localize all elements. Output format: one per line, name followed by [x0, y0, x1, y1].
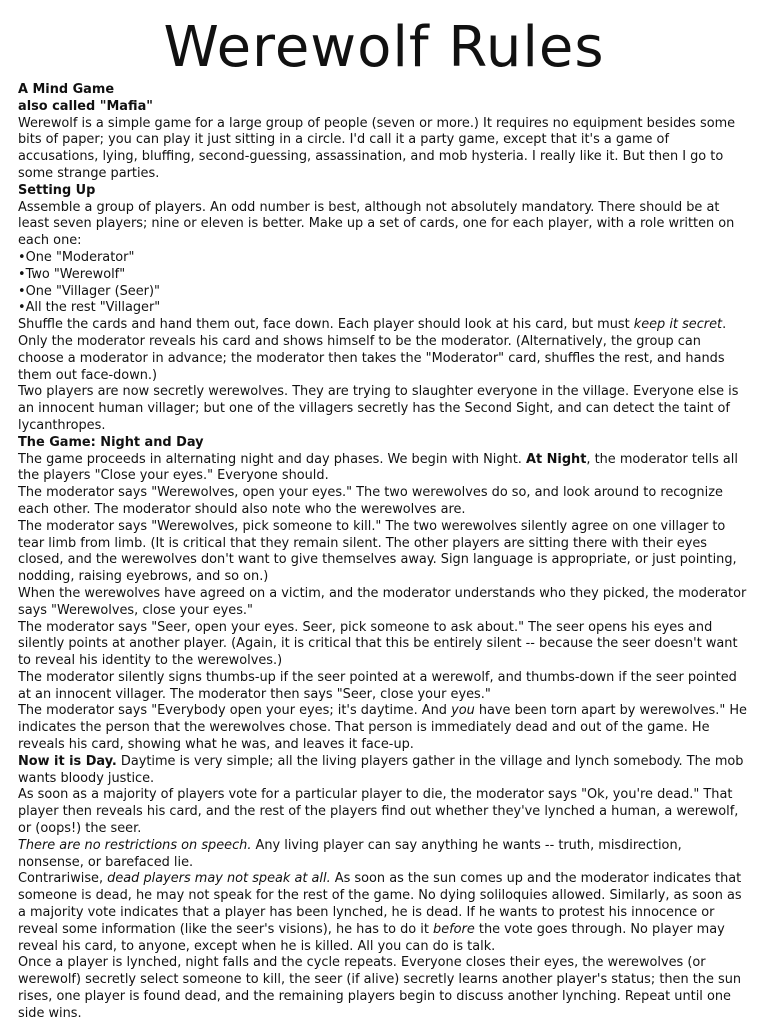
shuffle-paragraph — [18, 317, 750, 384]
shuffle-text: Shuffle the cards and hand them out, face down. Each player should look at his card, but must — [18, 317, 634, 333]
intro-paragraph: Werewolf is a simple game for a large group of people (seven or more.) It requires no equipment besides some bits of paper; you can play it just sitting in a circle. I'd call it a party game, except that it's a game of accusations, lying, bluffing, second-guessing, assassination, and mob hysteria. I really like it. But then I go to some strange parties. — [18, 115, 736, 181]
game-paragraph-10 — [18, 838, 750, 872]
keep-secret-emphasis: keep it secret — [633, 317, 723, 333]
game-paragraph-5: The moderator says "Seer, open your eyes. Seer, pick someone to ask about." The seer opens his eyes and silently points at another player. (Again, it is critical that this be entirely silent -- because the seer doesn't want to reveal his identity to the werewolves.) — [18, 619, 738, 669]
game-paragraph-9: As soon as a majority of players vote for a particular player to die, the moderator says "Ok, you're dead." That player then reveals his card, and the rest of the players find out whether they've lynched a human, a werewolf, or (oops!) the seer. — [18, 787, 739, 837]
game-p7-text: The moderator says "Everybody open your eyes; it's daytime. And — [18, 703, 452, 719]
game-paragraph-1 — [18, 452, 750, 486]
speech-emphasis: There are no restrictions on speech. — [18, 837, 252, 853]
game-p1-text-cont: , the moderator tells all the players "Close your eyes." Everyone should. — [18, 451, 738, 484]
game-paragraph-12: Once a player is lynched, night falls and the cycle repeats. Everyone closes their eyes, the werewolves (or werewolf) secretly select someone to kill, the seer (if alive) secretly learns another player's status; then the sun rises, one player is found dead, and the remaining players begin to discuss another lynching. Repeat until one side wins. — [18, 955, 742, 1021]
game-p11-text-end: the vote goes through. No player may reveal his card, to anyone, except when he is killed. All you can do is talk. — [18, 921, 725, 954]
game-paragraph-8 — [18, 754, 750, 788]
game-paragraph-4: When the werewolves have agreed on a victim, and the moderator understands who they picked, the moderator says "Werewolves, close your eyes." — [18, 585, 747, 618]
section-subheading-mafia: also called "Mafia" — [18, 98, 153, 114]
game-p1-text: The game proceeds in alternating night and day phases. We begin with Night. — [18, 451, 526, 467]
game-paragraph-2: The moderator says "Werewolves, open your eyes." The two werewolves do so, and look around to recognize each other. The moderator should also note who the werewolves are. — [18, 485, 723, 517]
rules-body — [18, 82, 750, 1023]
role-list-item: •One "Moderator" — [18, 249, 135, 265]
game-paragraph-7 — [18, 703, 750, 753]
page-title: Werewolf Rules — [163, 15, 605, 80]
game-p8-text: Daytime is very simple; all the living players gather in the village and lynch somebody. The mob wants bloody justice. — [18, 753, 744, 786]
game-p11-text: Contrariwise, — [18, 871, 108, 887]
before-emphasis: before — [433, 921, 475, 937]
werewolves-paragraph: Two players are now secretly werewolves. They are trying to slaughter everyone in the village. Everyone else is an innocent human villager; but one of the villagers secretly has the Second Sight, and can detect the taint of lycanthropes. — [18, 384, 739, 433]
game-paragraph-3: The moderator says "Werewolves, pick someone to kill." The two werewolves silently agree on one villager to tear limb from limb. (It is critical that they remain silent. The other players are sitting there with their eyes closed, and the werewolves don't want to give themselves away. Sign language is appropriate, or just pointing, nodding, raising eyebrows, and so on.) — [18, 518, 737, 585]
game-p11-text-cont: As soon as the sun comes up and the moderator indicates that someone is dead, he may not speak for the rest of the game. No dying soliloquies allowed. Similarly, as soon as a majority vote indicates that a player has been lynched, he is dead. If he wants to protest his innocence or reveal some information (like the seer's visions), he has to do it — [18, 871, 742, 937]
at-night-bold: At Night — [525, 451, 587, 467]
role-list-item: •One "Villager (Seer)" — [18, 283, 160, 299]
you-emphasis: you — [451, 703, 475, 719]
role-list-item: •All the rest "Villager" — [18, 300, 161, 316]
section-heading-night-and-day: The Game: Night and Day — [18, 434, 204, 450]
section-heading-setting-up: Setting Up — [18, 182, 96, 198]
game-paragraph-11 — [18, 871, 750, 955]
shuffle-text-cont: . Only the moderator reveals his card and shows himself to be the moderator. (Alternatively, the group can choose a moderator in advance; the moderator then takes the "Moderator" card, shuffles the rest, and hands them out face-down.) — [18, 317, 727, 383]
setup-paragraph: Assemble a group of players. An odd number is best, although not absolutely mandatory. There should be at least seven players; nine or eleven is better. Make up a set of cards, one for each player, with a role written on each one: — [18, 199, 735, 249]
game-p7-text-cont: have been torn apart by werewolves." He indicates the person that the werewolves chose. That person is immediately dead and out of the game. He reveals his card, showing what he was, and leaves it face-up. — [18, 703, 747, 753]
role-list-item: •Two "Werewolf" — [18, 266, 126, 282]
game-paragraph-6: The moderator silently signs thumbs-up if the seer pointed at a werewolf, and thumbs-down if the seer pointed at an innocent villager. The moderator then says "Seer, close your eyes." — [18, 669, 737, 702]
section-heading-mind-game: A Mind Game — [18, 82, 115, 97]
dead-players-emphasis: dead players may not speak at all. — [107, 871, 331, 887]
day-bold: Now it is Day. — [18, 753, 117, 769]
game-p10-text: Any living player can say anything he wants -- truth, misdirection, nonsense, or barefaced lie. — [18, 837, 682, 870]
